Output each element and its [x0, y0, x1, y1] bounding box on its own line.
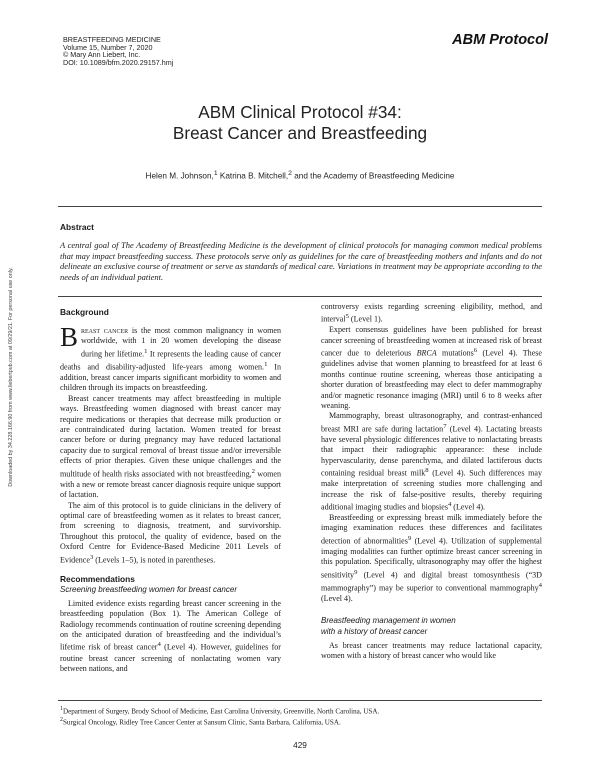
- paragraph: [321, 513, 542, 604]
- affiliation-mark: 1: [213, 170, 218, 177]
- text-run: It represents the leading cause of cancer deaths and disability-adjusted life-years among women.: [60, 349, 282, 372]
- citation: 6: [473, 347, 478, 355]
- text-run: (Level 4).: [321, 593, 353, 603]
- protocol-tag: ABM Protocol: [452, 32, 548, 48]
- download-note-text: Downloaded by 34.228.166.90 from www.liebertpub.com at 09/29/21. For personal use only.: [8, 267, 14, 487]
- text-run: (Level 4). Such differences may make interpretation of screening studies more challenging and increase the risk of false-positive results, thereby requiring additional imaging studies and biopsies: [321, 468, 542, 512]
- text-run: Mammography, breast ultrasonography, and contrast-enhanced breast MRI are safe during lactation: [321, 411, 542, 434]
- heading-line: with a history of breast cancer: [321, 626, 428, 636]
- paragraph: [321, 411, 542, 513]
- citation: 2: [251, 467, 255, 475]
- citation: 7: [443, 422, 447, 430]
- footnote-text: Surgical Oncology, Ridley Tree Cancer Center at Sansum Clinic, Santa Barbara, California, USA.: [62, 718, 341, 727]
- text-run: As breast cancer treatments may reduce lactational capacity, women with a history of breast cancer who would like: [321, 640, 542, 661]
- journal-volume: Volume 15, Number 7, 2020: [63, 42, 153, 52]
- paragraph: [60, 322, 282, 394]
- abstract-heading: Abstract: [60, 222, 94, 232]
- affiliation-mark: 2: [288, 170, 292, 177]
- paragraph: [321, 641, 542, 662]
- page-number: 429: [293, 741, 307, 750]
- citation: 5: [345, 313, 349, 321]
- section-heading-background: Background: [60, 307, 109, 317]
- title-line-2: Breast Cancer and Breastfeeding: [172, 123, 428, 143]
- article-title: [60, 102, 540, 144]
- paragraph: [321, 325, 542, 411]
- citation: 9: [407, 534, 412, 542]
- subsection-heading-management: [321, 616, 542, 636]
- gene-name: BRCA: [416, 348, 437, 358]
- footnote-divider: [58, 700, 542, 701]
- author-johnson: Helen M. Johnson,: [145, 171, 214, 181]
- author-mitchell: Katrina B. Mitchell,: [217, 171, 289, 181]
- footnote: [60, 705, 542, 716]
- text-run: (Level 4). Utilization of supplemental imaging modalities can further optimize breast cancer screening in this population. Specifically, ultrasonography may offer the highest sensitivity: [321, 536, 542, 580]
- text-run: (Level 4).: [451, 502, 486, 512]
- section-heading-recommendations: Recommendations: [60, 573, 135, 584]
- citation: 1: [264, 360, 268, 368]
- citation: 3: [89, 553, 94, 561]
- text-run: (Level 4). These guidelines advise that women planning to breastfeed for at least 6 months continue routine screening, whereas those anticipating a shorter duration of breastfeeding may elect to defer mammography and/or magnetic resonance imaging (MRI) until 6 to 8 weeks after weaning.: [321, 348, 542, 410]
- journal-info: [63, 36, 173, 66]
- paragraph: [60, 394, 281, 501]
- download-side-note: [4, 232, 18, 522]
- text-run: mutations: [436, 348, 474, 358]
- abstract-text: A central goal of The Academy of Breastfeeding Medicine is the development of clinical protocols for managing common medical problems that may impact breastfeeding success. These protocols serve only as guidelines for the care of breastfeeding mothers and infants and do not delineate an exclusive course of treatment or serve as standards of medical care. Variations in treatment may be appropriate according to the needs of an individual patient.: [60, 240, 542, 283]
- text-run: (Level 4) and digital breast tomosynthesis (“3D mammography”) may be superior to conventional mammography: [321, 570, 542, 593]
- text-run: (Levels 1–5), is noted in parentheses.: [93, 555, 216, 565]
- journal-name: BREASTFEEDING MEDICINE: [63, 35, 161, 44]
- text-run: is the most common malignancy in women worldwide, with 1 in 20 women developing the disease during her lifetime.: [81, 326, 281, 359]
- citation: 1: [144, 347, 148, 355]
- right-column: [321, 302, 542, 662]
- paragraph: [60, 599, 281, 675]
- text-run: Breastfeeding or expressing breast milk immediately before the imaging examination reduces these differences and facilitates detection of abnormalities: [321, 513, 542, 546]
- text-run: Breast cancer treatments may affect breastfeeding in multiple ways. Breastfeeding women diagnosed with breast cancer may require medications or therapies that decrease milk production or are contraindicated during lactation. Women treated for breast cancer before or during pregnancy may have reduced lactational capacity due to surgical removal of breast tissue and/or irreversible effects of prior therapies. Given these unique challenges and the multitude of health risks associated with not breastfeeding,: [60, 393, 281, 479]
- footnote-mark: 2: [60, 717, 63, 724]
- footnote: [60, 716, 542, 727]
- footnote-text: Department of Surgery, Brody School of Medicine, East Carolina University, Greenville, North Carolina, USA.: [62, 707, 380, 716]
- heading-line: Breastfeeding management in women: [321, 616, 456, 626]
- citation: 4: [538, 581, 542, 589]
- text-run: women with a new or remote breast cancer diagnosis require unique support of lactation.: [60, 469, 281, 500]
- text-run: The aim of this protocol is to guide clinicians in the delivery of optimal care of breastfeeding women as it relates to breast cancer, from screening to diagnosis, treatment, and survivorship. Throughout this protocol, the quality of evidence, based on the Oxford Centre for Evidence-Based Medicine 2011 Levels of Evidence: [60, 500, 281, 565]
- drop-cap: B: [60, 322, 79, 352]
- citation: 4: [447, 501, 452, 508]
- journal-doi: DOI: 10.1089/bfm.2020.29157.hmj: [63, 57, 174, 67]
- title-line-1: ABM Clinical Protocol #34:: [198, 102, 402, 122]
- text-run: (Level 4). However, guidelines for routine breast cancer screening of nonlactating women vary between nations, and: [60, 643, 281, 673]
- text-run: Expert consensus guidelines have been published for breast cancer screening of breastfeeding women at increased risk of breast cancer due to deleterious: [321, 325, 542, 358]
- affiliation-footnotes: [60, 705, 542, 728]
- author-academy: and the Academy of Breastfeeding Medicine: [291, 171, 455, 181]
- text-run: (Level 4). Lactating breasts have several physiologic differences relative to nonlactating breasts that impact their radiographic appearance: these include hypervascularity, dense parenchyma, and dilated lactiferous ducts containing residual breast milk: [321, 424, 542, 478]
- subsection-heading-screening: Screening breastfeeding women for breast cancer: [60, 584, 237, 594]
- text-run: In addition, breast cancer imparts significant morbidity to women and children through its impacts on breastfeeding.: [60, 362, 281, 393]
- text-run: controversy exists regarding screening eligibility, method, and interval: [321, 302, 542, 325]
- text-run: (Level 1).: [348, 315, 383, 325]
- divider-top: [58, 206, 542, 207]
- author-list: [60, 170, 540, 181]
- divider-abstract: [58, 296, 542, 297]
- citation: 4: [157, 641, 161, 649]
- text-run: Limited evidence exists regarding breast cancer screening in the breastfeeding population (Box 1). The American College of Radiology recommends continuation of routine screening depending on the anticipated duration of breastfeeding and the individual’s lifetime risk of breast cancer: [60, 598, 281, 653]
- footnote-mark: 1: [60, 706, 63, 712]
- left-column: [60, 302, 281, 674]
- citation: 8: [425, 467, 429, 475]
- journal-copyright: © Mary Ann Liebert, Inc.: [63, 50, 141, 60]
- paragraph: [60, 501, 281, 566]
- paragraph: [321, 302, 542, 325]
- citation: 9: [354, 568, 358, 576]
- lead-in: reast cancer: [81, 326, 129, 335]
